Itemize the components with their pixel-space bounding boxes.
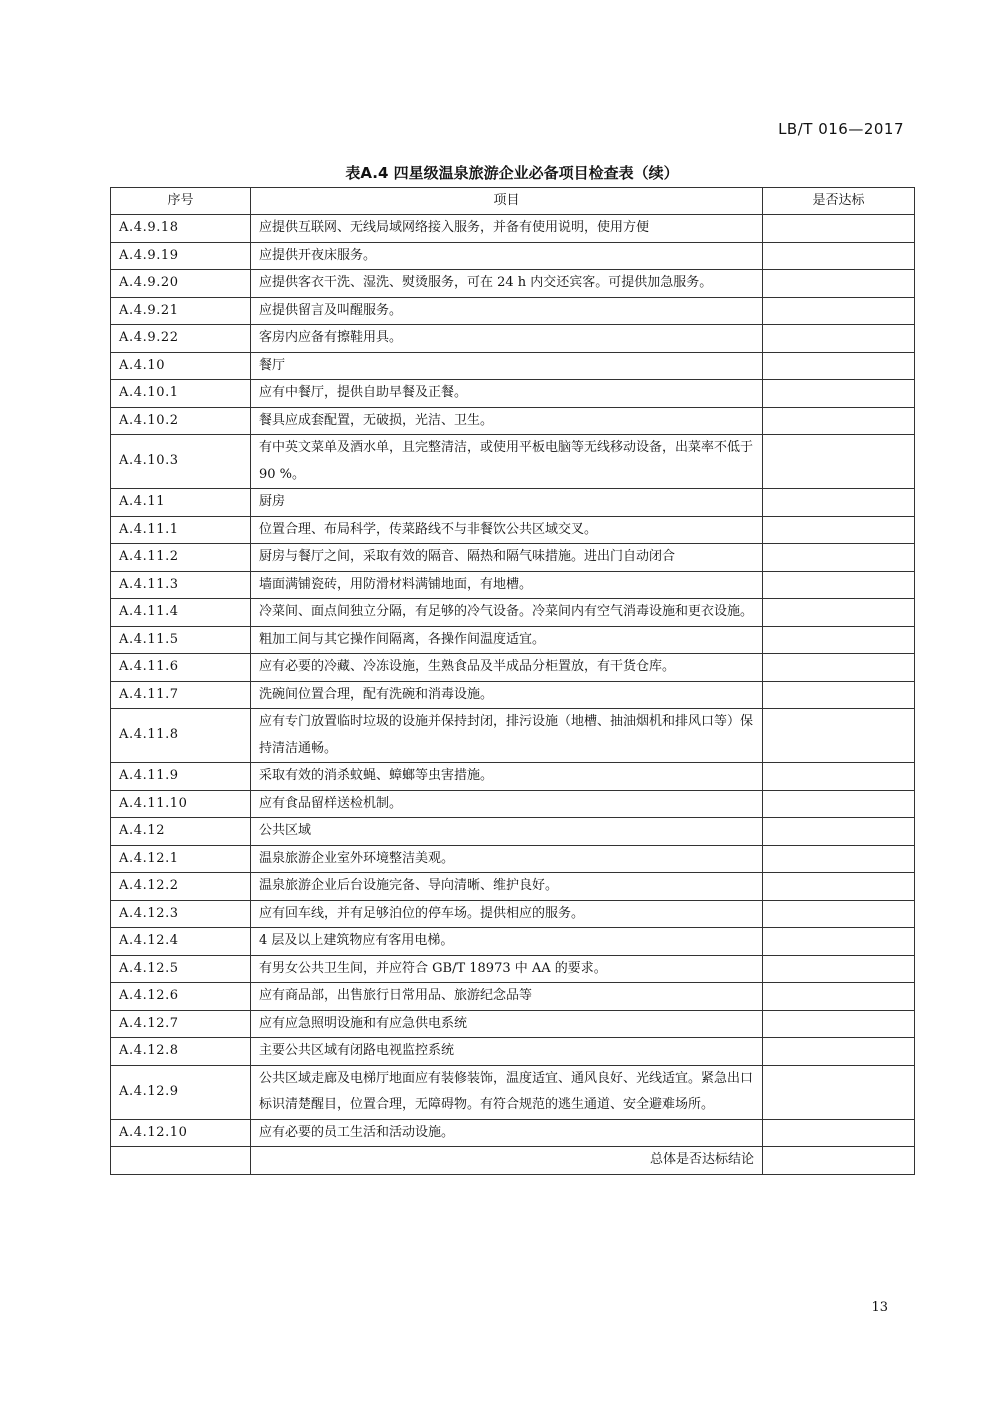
row-compliance-cell[interactable] (763, 983, 915, 1011)
row-item: 温泉旅游企业室外环境整洁美观。 (251, 845, 763, 873)
row-compliance-cell[interactable] (763, 380, 915, 408)
row-item: 4 层及以上建筑物应有客用电梯。 (251, 928, 763, 956)
row-compliance-cell[interactable] (763, 928, 915, 956)
row-number: A.4.12.10 (111, 1119, 251, 1147)
document-code: LB/T 016—2017 (778, 120, 904, 138)
table-row (111, 626, 915, 654)
row-number: A.4.12.6 (111, 983, 251, 1011)
row-item: 有中英文菜单及酒水单，且完整清洁，或使用平板电脑等无线移动设备，出菜率不低于 90 %。 (251, 435, 763, 489)
checklist-table (110, 187, 915, 1175)
row-number: A.4.12.5 (111, 955, 251, 983)
row-item: 冷菜间、面点间独立分隔，有足够的冷气设备。冷菜间内有空气消毒设施和更衣设施。 (251, 599, 763, 627)
row-item: 应有必要的员工生活和活动设施。 (251, 1119, 763, 1147)
row-item: 应有应急照明设施和有应急供电系统 (251, 1010, 763, 1038)
table-row (111, 407, 915, 435)
row-compliance-cell[interactable] (763, 215, 915, 243)
row-item: 应有食品留样送检机制。 (251, 790, 763, 818)
row-number: A.4.12.9 (111, 1065, 251, 1119)
table-row (111, 270, 915, 298)
row-item: 应提供客衣干洗、湿洗、熨烫服务，可在 24 h 内交还宾客。可提供加急服务。 (251, 270, 763, 298)
row-compliance-cell[interactable] (763, 626, 915, 654)
row-item: 应提供互联网、无线局域网络接入服务，并备有使用说明，使用方便 (251, 215, 763, 243)
row-item: 应提供开夜床服务。 (251, 242, 763, 270)
row-item: 采取有效的消杀蚊蝇、蟑螂等虫害措施。 (251, 763, 763, 791)
table-row (111, 544, 915, 572)
row-compliance-cell[interactable] (763, 654, 915, 682)
row-number: A.4.11.8 (111, 709, 251, 763)
row-number: A.4.11.9 (111, 763, 251, 791)
row-compliance-cell[interactable] (763, 516, 915, 544)
row-item: 有男女公共卫生间，并应符合 GB/T 18973 中 AA 的要求。 (251, 955, 763, 983)
row-number: A.4.11.2 (111, 544, 251, 572)
row-compliance-cell[interactable] (763, 407, 915, 435)
row-number: A.4.12.1 (111, 845, 251, 873)
row-compliance-cell[interactable] (763, 599, 915, 627)
row-number: A.4.10.3 (111, 435, 251, 489)
table-row (111, 242, 915, 270)
row-number: A.4.12 (111, 818, 251, 846)
row-number: A.4.10.1 (111, 380, 251, 408)
row-number: A.4.11 (111, 489, 251, 517)
row-item: 洗碗间位置合理，配有洗碗和消毒设施。 (251, 681, 763, 709)
row-compliance-cell[interactable] (763, 709, 915, 763)
summary-row (111, 1147, 915, 1175)
table-row (111, 1010, 915, 1038)
row-compliance-cell[interactable] (763, 325, 915, 353)
row-compliance-cell[interactable] (763, 544, 915, 572)
row-compliance-cell[interactable] (763, 489, 915, 517)
row-item: 应有中餐厅，提供自助早餐及正餐。 (251, 380, 763, 408)
table-row (111, 818, 915, 846)
row-item: 墙面满铺瓷砖，用防滑材料满铺地面，有地槽。 (251, 571, 763, 599)
row-number: A.4.11.5 (111, 626, 251, 654)
row-item: 位置合理、布局科学，传菜路线不与非餐饮公共区域交叉。 (251, 516, 763, 544)
table-row (111, 380, 915, 408)
row-number: A.4.9.18 (111, 215, 251, 243)
row-compliance-cell[interactable] (763, 955, 915, 983)
row-item: 应有商品部，出售旅行日常用品、旅游纪念品等 (251, 983, 763, 1011)
row-compliance-cell[interactable] (763, 873, 915, 901)
row-number: A.4.12.4 (111, 928, 251, 956)
table-row (111, 900, 915, 928)
table-row (111, 435, 915, 489)
row-number: A.4.12.3 (111, 900, 251, 928)
row-compliance-cell[interactable] (763, 242, 915, 270)
table-row (111, 983, 915, 1011)
row-item: 应有回车线，并有足够泊位的停车场。提供相应的服务。 (251, 900, 763, 928)
row-item: 餐具应成套配置，无破损，光洁、卫生。 (251, 407, 763, 435)
table-row (111, 709, 915, 763)
row-number: A.4.12.2 (111, 873, 251, 901)
row-compliance-cell[interactable] (763, 435, 915, 489)
column-header-number: 序号 (111, 188, 251, 215)
summary-label: 总体是否达标结论 (251, 1147, 763, 1175)
column-header-item: 项目 (251, 188, 763, 215)
table-title: 表A.4 四星级温泉旅游企业必备项目检查表（续） (345, 164, 679, 182)
row-number: A.4.12.8 (111, 1038, 251, 1066)
row-compliance-cell[interactable] (763, 297, 915, 325)
table-header-row (111, 188, 915, 215)
row-item: 粗加工间与其它操作间隔离，各操作间温度适宜。 (251, 626, 763, 654)
table-row (111, 352, 915, 380)
row-item: 应有必要的冷藏、冷冻设施，生熟食品及半成品分柜置放，有干货仓库。 (251, 654, 763, 682)
row-number: A.4.11.7 (111, 681, 251, 709)
row-number: A.4.9.21 (111, 297, 251, 325)
table-row (111, 790, 915, 818)
row-number: A.4.11.3 (111, 571, 251, 599)
table-row (111, 599, 915, 627)
column-header-compliance: 是否达标 (763, 188, 915, 215)
row-item: 应有专门放置临时垃圾的设施并保持封闭，排污设施（地槽、抽油烟机和排风口等）保持清洁通畅。 (251, 709, 763, 763)
row-compliance-cell[interactable] (763, 571, 915, 599)
row-number: A.4.11.10 (111, 790, 251, 818)
row-item: 餐厅 (251, 352, 763, 380)
row-number: A.4.12.7 (111, 1010, 251, 1038)
row-compliance-cell[interactable] (763, 845, 915, 873)
row-number: A.4.9.19 (111, 242, 251, 270)
table-row (111, 297, 915, 325)
row-item: 温泉旅游企业后台设施完备、导向清晰、维护良好。 (251, 873, 763, 901)
row-compliance-cell[interactable] (763, 900, 915, 928)
table-row (111, 873, 915, 901)
row-number: A.4.11.6 (111, 654, 251, 682)
row-compliance-cell[interactable] (763, 818, 915, 846)
row-number: A.4.11.1 (111, 516, 251, 544)
row-item: 应提供留言及叫醒服务。 (251, 297, 763, 325)
row-compliance-cell[interactable] (763, 270, 915, 298)
row-item: 厨房与餐厅之间，采取有效的隔音、隔热和隔气味措施。进出门自动闭合 (251, 544, 763, 572)
table-row (111, 845, 915, 873)
row-compliance-cell[interactable] (763, 790, 915, 818)
table-row (111, 516, 915, 544)
row-compliance-cell[interactable] (763, 763, 915, 791)
table-row (111, 654, 915, 682)
table-row (111, 1119, 915, 1147)
row-item: 客房内应备有擦鞋用具。 (251, 325, 763, 353)
summary-number-cell (111, 1147, 251, 1175)
row-number: A.4.9.22 (111, 325, 251, 353)
table-row (111, 928, 915, 956)
table-row (111, 325, 915, 353)
table-row (111, 763, 915, 791)
row-item: 公共区域走廊及电梯厅地面应有装修装饰，温度适宜、通风良好、光线适宜。紧急出口标识清楚醒目，位置合理，无障碍物。有符合规范的逃生通道、安全避难场所。 (251, 1065, 763, 1119)
summary-compliance-cell[interactable] (763, 1147, 915, 1175)
table-row (111, 1065, 915, 1119)
row-compliance-cell[interactable] (763, 1010, 915, 1038)
row-compliance-cell[interactable] (763, 1119, 915, 1147)
row-number: A.4.11.4 (111, 599, 251, 627)
table-row (111, 571, 915, 599)
table-row (111, 1038, 915, 1066)
row-item: 厨房 (251, 489, 763, 517)
table-row (111, 681, 915, 709)
page-number: 13 (871, 1300, 888, 1315)
row-number: A.4.10 (111, 352, 251, 380)
row-compliance-cell[interactable] (763, 1038, 915, 1066)
table-row (111, 489, 915, 517)
table-row (111, 215, 915, 243)
row-number: A.4.9.20 (111, 270, 251, 298)
table-row (111, 955, 915, 983)
row-compliance-cell[interactable] (763, 1065, 915, 1119)
row-number: A.4.10.2 (111, 407, 251, 435)
row-item: 主要公共区域有闭路电视监控系统 (251, 1038, 763, 1066)
row-compliance-cell[interactable] (763, 352, 915, 380)
row-compliance-cell[interactable] (763, 681, 915, 709)
row-item: 公共区域 (251, 818, 763, 846)
